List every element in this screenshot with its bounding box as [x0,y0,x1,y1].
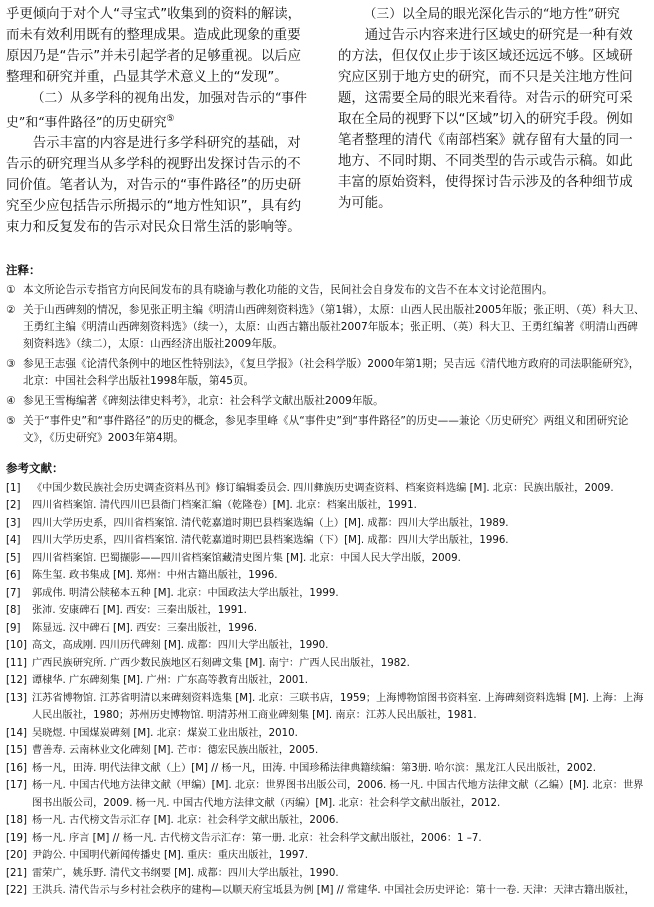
notes-title: 注释： [6,263,41,277]
notes-list [6,282,648,447]
note-item [6,393,648,410]
note-item-text: 关于山西碑刻的情况，参见张正明主编《明清山西碑刻资料选》（第1辑），太原：山西人民出版社2005年版；张正明、（英）科大卫、王勇红主编《明清山西碑刻资料选》（续一），太原：山西古籍出版社2007年版本；张正明、（英）科大卫、王勇红编著《明清山西碑刻资料选》（续二），太原：山西经济出版社2009年版。 [23,304,645,350]
left-column [6,4,312,238]
reference-item-number: [8] [6,605,21,616]
note-item-number: ③ [6,358,16,370]
reference-item-number: [4] [6,535,21,546]
reference-item-number: [14] [6,727,27,739]
reference-item-number: [7] [6,587,21,599]
reference-item-text: 郭成伟. 明清公牍秘本五种 [M]. 北京：中国政法大学出版社，1999. [32,587,339,599]
note-item-text: 本文所论告示专指官方向民间发布的具有晓谕与教化功能的文告，民间社会自身发布的文告不在本文讨论范围内。 [23,284,553,296]
reference-item-number: [17] [6,780,27,791]
reference-item-number: [21] [6,867,27,879]
reference-item-number: [15] [6,745,27,756]
reference-item-text: 陈生玺. 政书集成 [M]. 郑州：中州古籍出版社，1996. [32,570,278,581]
reference-item-text: 雷荣广，姚乐野. 清代文书纲要 [M]. 成都：四川大学出版社，1990. [32,867,339,879]
note-item [6,282,648,299]
body-paragraph: 告示丰富的内容是进行多学科研究的基础，对告示的研究理当从多学科的视野出发探讨告示的不同价值。笔者认为，对告示的“事件路径”的历史研究至少应包括告示所揭示的“地方性知识”，具有约束力和反复发布的告示对民众日常生活的影响等。 [6,136,302,236]
reference-item-text: 杨一凡. 古代榜文告示汇存 [M]. 北京：社会科学文献出版社，2006. [32,815,339,826]
reference-item-number: [11] [6,657,27,669]
notes-section [6,262,648,450]
body-paragraph: 乎更倾向于对个人“寻宝式”收集到的资料的解读，而未有效利用既有的整理成果。造成此现象的重要原因乃是“告示”并未引起学者的足够重视。以后应整理和研究并重，凸显其学术意义上的“发现”。 [6,7,302,85]
reference-item-number: [22] [6,885,27,896]
reference-item-text: 谭棣华. 广东碑刻集 [M]. 广州：广东高等教育出版社，2001. [32,675,309,686]
reference-item [6,567,648,585]
reference-item-number: [5] [6,552,21,564]
right-column [338,4,644,214]
reference-item-number: [9] [6,622,21,634]
reference-item-text: 四川省档案馆. 巴蜀撷影——四川省档案馆藏清史图片集 [M]. 北京：中国人民大学出版，2009. [32,552,461,564]
reference-item-text: 高文，高成刚. 四川历代碑刻 [M]. 成都：四川大学出版社，1990. [32,640,329,651]
reference-item-text: 杨一凡. 中国古代地方法律文献（甲编）[M]. 北京：世界图书出版公司，2006. 杨一凡. 中国古代地方法律文献（乙编）[M]. 北京：世界图书出版公司，2009. 杨一凡. 中国古代地方法律文献（丙编）[M]. 北京：社会科学文献出版社，2012. [32,780,644,809]
reference-item [6,742,648,760]
reference-item [6,672,648,690]
reference-item [6,620,648,638]
reference-item [6,655,648,673]
reference-item [6,585,648,603]
reference-item-number: [18] [6,815,27,826]
reference-item [6,602,648,620]
reference-item [6,532,648,550]
reference-item-number: [3] [6,517,21,529]
reference-item [6,882,648,900]
body-paragraph: 通过告示内容来进行区域史的研究是一种有效的方法，但仅仅止步于该区域还远远不够。区域研究应区别于地方史的研究，而不只是关注地方性问题，这需要全局的眼光来看待。对告示的研究可采取在全局的视野下以“区域”切入的研究手段。例如笔者整理的清代《南部档案》就存留有大量的同一地方、不同时期、不同类型的告示或告示稿。如此丰富的原始资料，使得探讨告示涉及的各种细节成为可能。 [338,28,634,211]
note-item-text: 关于“事件史”和“事件路径”的历史的概念，参见李里峰《从“事件史”到“事件路径”的历史——兼论〈历史研究〉两组义和团研究论文》，《历史研究》2003年第4期。 [23,415,629,444]
reference-item-text: 曹善寿. 云南林业文化碑刻 [M]. 芒市：德宏民族出版社，2005. [32,745,319,756]
reference-item-number: [13] [6,692,27,704]
reference-item-number: [6] [6,570,21,581]
references-list [6,480,648,900]
reference-item-text: 张沛. 安康碑石 [M]. 西安：三秦出版社，1991. [32,605,247,616]
references-title: 参考文献： [6,461,64,475]
reference-item [6,760,648,778]
reference-item-number: [1] [6,482,21,494]
reference-item-number: [19] [6,832,27,844]
reference-item-number: [16] [6,762,27,774]
reference-item-number: [2] [6,500,21,511]
note-item-text: 参见王雪梅编著《碑刻法律史料考》，北京：社会科学文献出版社2009年版。 [23,395,384,407]
reference-item [6,812,648,830]
reference-item-number: [10] [6,640,27,651]
note-item [6,413,648,447]
reference-item [6,637,648,655]
section-heading-3: （三）以全局的眼光深化告示的“地方性”研究 [363,7,620,22]
references-section [6,460,648,900]
reference-item [6,690,648,725]
note-item-number: ④ [6,395,16,407]
section-heading-2-text: （二）从多学科的视角出发，加强对告示的“事件史”和“事件路径”的历史研究 [6,91,307,131]
reference-item-text: 广西民族研究所. 广西少数民族地区石刻碑文集 [M]. 南宁：广西人民出版社，1982. [32,657,410,669]
reference-item-text: 王洪兵. 清代告示与乡村社会秩序的建构—以顺天府宝坻县为例 [M] // 常建华. 中国社会历史评论：第十一卷. 天津：天津古籍出版社， [32,885,635,896]
reference-item-text: 杨一凡，田涛. 明代法律文献（上）[M] // 杨一凡，田涛. 中国珍稀法律典籍续编：第3册. 哈尔滨：黑龙江人民出版社，2002. [32,762,596,774]
reference-item [6,847,648,865]
note-item-number: ① [6,284,16,296]
reference-item-text: 陈显远. 汉中碑石 [M]. 西安：三秦出版社，1996. [32,622,258,634]
reference-item [6,480,648,498]
reference-item [6,777,648,812]
note-item [6,356,648,390]
footnote-marker[interactable]: ⑤ [166,114,175,124]
reference-item-text: 四川省档案馆. 清代四川巴县衙门档案汇编（乾隆卷）[M]. 北京：档案出版社，1991. [32,500,417,511]
reference-item-text: 《中国少数民族社会历史调查资料丛刊》修订编辑委员会. 四川彝族历史调查资料、档案资料选编 [M]. 北京：民族出版社，2009. [32,482,614,494]
reference-item-text: 吴晓煜. 中国煤炭碑刻 [M]. 北京：煤炭工业出版社，2010. [32,727,298,739]
reference-item-number: [20] [6,850,27,861]
reference-item-text: 四川大学历史系，四川省档案馆. 清代乾嘉道时期巴县档案选编（上）[M]. 成都：四川大学出版社，1989. [32,517,509,529]
note-item-text: 参见王志强《论清代条例中的地区性特别法》，《复旦学报》（社会科学版）2000年第1期；吴吉远《清代地方政府的司法职能研究》，北京：中国社会科学出版社1998年版，第45页。 [23,358,640,387]
reference-item [6,830,648,848]
reference-item-text: 四川大学历史系，四川省档案馆. 清代乾嘉道时期巴县档案选编（下）[M]. 成都：四川大学出版社，1996. [32,535,509,546]
note-item-number: ② [6,304,16,316]
note-item [6,302,648,353]
note-item-number: ⑤ [6,415,16,427]
reference-item [6,725,648,743]
reference-item [6,865,648,883]
reference-item [6,515,648,533]
reference-item-text: 尹韵公. 中国明代新闻传播史 [M]. 重庆：重庆出版社，1997. [32,850,309,861]
section-heading-2 [6,88,312,133]
reference-item-text: 杨一凡. 序言 [M] // 杨一凡. 古代榜文告示汇存：第一册. 北京：社会科学文献出版社，2006：1 –7. [32,832,482,844]
reference-item [6,550,648,568]
reference-item [6,497,648,515]
reference-item-number: [12] [6,675,27,686]
reference-item-text: 江苏省博物馆. 江苏省明清以来碑刻资料选集 [M]. 北京：三联书店，1959；上海博物馆图书资料室. 上海碑刻资料选辑 [M]. 上海：上海人民出版社，1980；苏州历史博物馆. 明清苏州工商业碑刻集 [M]. 南京：江苏人民出版社，1981. [32,692,644,721]
